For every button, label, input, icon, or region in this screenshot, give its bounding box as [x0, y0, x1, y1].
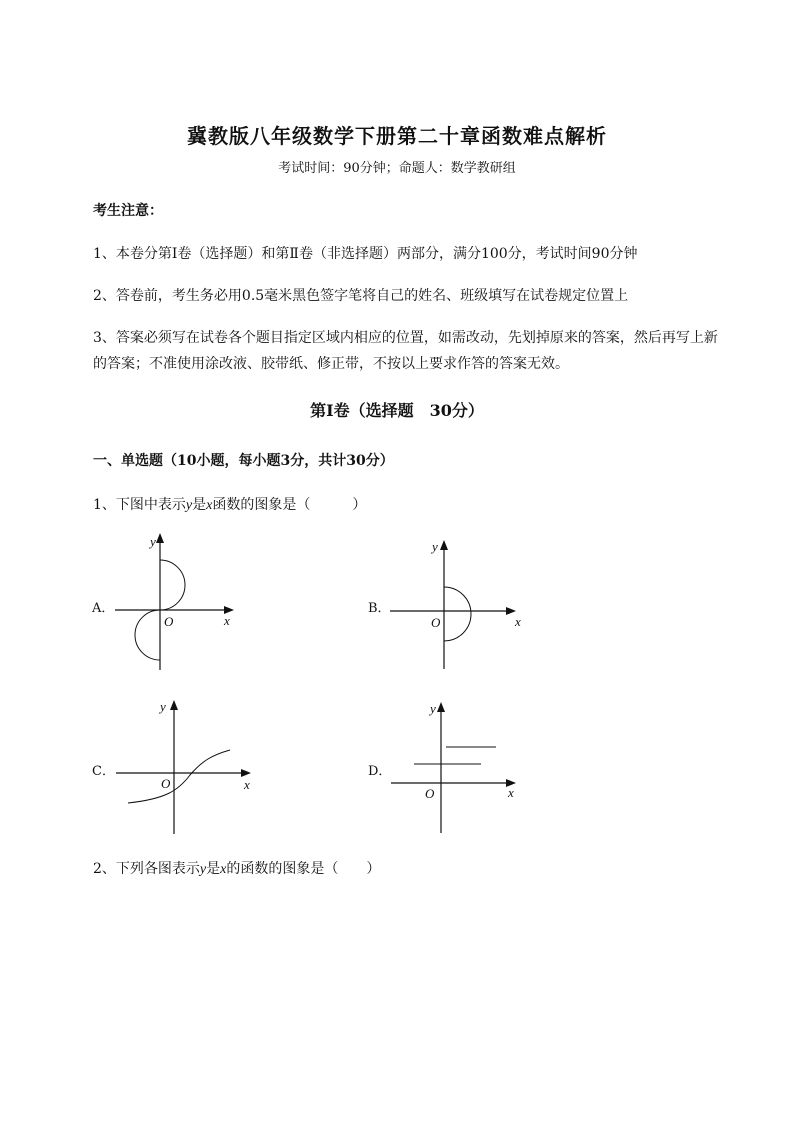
notice-item-1: 1、本卷分第I卷（选择题）和第Ⅱ卷（非选择题）两部分，满分100分，考试时间90分钟	[93, 246, 638, 262]
graph-d	[385, 697, 530, 837]
origin-label: O	[425, 786, 435, 801]
axis-y-label: y	[432, 539, 438, 554]
graph-c	[110, 695, 260, 840]
axis-y-label: y	[430, 701, 436, 716]
axis-y-label: y	[160, 699, 166, 714]
page-title: 冀教版八年级数学下册第二十章函数难点解析	[187, 124, 607, 148]
origin-label: O	[431, 615, 441, 630]
axis-x-label: x	[515, 614, 521, 629]
question-1: 1、下图中表示y是x函数的图象是（ ）	[93, 497, 367, 513]
notice-heading: 考生注意：	[93, 203, 163, 219]
notice-item-3-cont: 的答案；不准使用涂改液、胶带纸、修正带，不按以上要求作答的答案无效。	[93, 356, 569, 372]
option-c-label[interactable]: C．	[92, 764, 115, 779]
graph-a	[110, 530, 250, 680]
axis-y-label: y	[150, 534, 156, 549]
option-a-label[interactable]: A．	[92, 601, 115, 616]
notice-item-3: 3、答案必须写在试卷各个题目指定区域内相应的位置，如需改动，先划掉原来的答案，然后再写上新	[93, 330, 718, 346]
axis-x-label: x	[244, 777, 250, 792]
option-d-label[interactable]: D．	[368, 764, 392, 779]
notice-item-2: 2、答卷前，考生务必用0.5毫米黑色签字笔将自己的姓名、班级填写在试卷规定位置上	[93, 288, 629, 304]
axis-x-label: x	[508, 785, 514, 800]
exam-info: 考试时间：90分钟；命题人：数学教研组	[278, 161, 516, 176]
part-title: 一、单选题（10小题，每小题3分，共计30分）	[93, 453, 394, 469]
origin-label: O	[164, 614, 174, 629]
section-title: 第I卷（选择题 30分）	[310, 401, 484, 420]
graph-b	[385, 535, 530, 675]
question-2: 2、下列各图表示y是x的函数的图象是（ ）	[93, 861, 381, 877]
axis-x-label: x	[224, 613, 230, 628]
origin-label: O	[161, 776, 171, 791]
option-b-label[interactable]: B．	[368, 601, 391, 616]
